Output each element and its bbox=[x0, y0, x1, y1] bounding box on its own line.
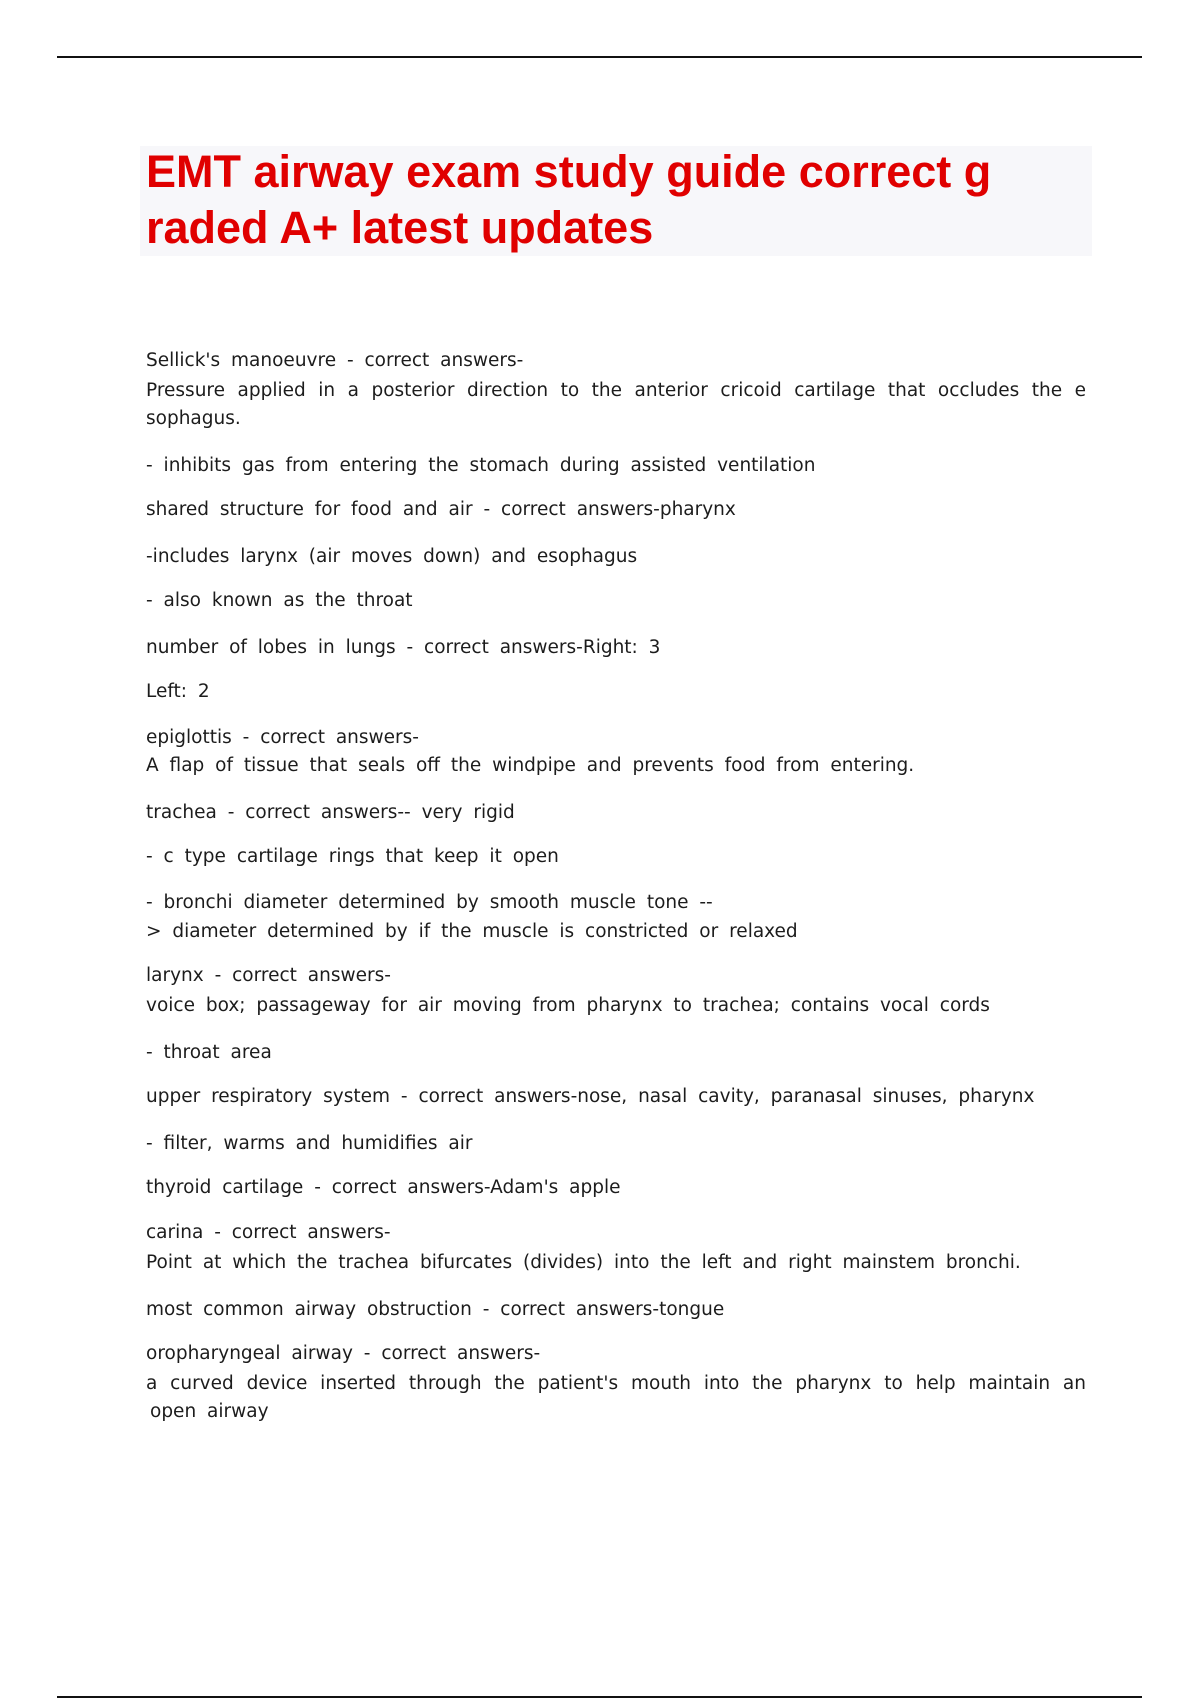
note-line: - also known as the throat bbox=[146, 590, 413, 611]
note-line: - c type cartilage rings that keep it open bbox=[146, 846, 559, 867]
definition-line: Point at which the trachea bifurcates (divides) into the left and right mainstem bronchi. bbox=[146, 1252, 1021, 1273]
definition-line: voice box; passageway for air moving from pharynx to trachea; contains vocal cords bbox=[146, 995, 990, 1016]
term-line: oropharyngeal airway - correct answers- bbox=[146, 1343, 541, 1364]
term-line: thyroid cartilage - correct answers-Adam's apple bbox=[146, 1177, 621, 1198]
term-line: Sellick's manoeuvre - correct answers- bbox=[146, 350, 524, 371]
definition-line: sophagus. bbox=[146, 408, 241, 429]
definition-line: open airway bbox=[150, 1401, 269, 1422]
term-line: most common airway obstruction - correct answers-tongue bbox=[146, 1299, 725, 1320]
term-line: upper respiratory system - correct answers-nose, nasal cavity, paranasal sinuses, pharynx bbox=[146, 1086, 1035, 1107]
note-line: - bronchi diameter determined by smooth muscle tone -- bbox=[146, 892, 713, 913]
note-line: -includes larynx (air moves down) and esophagus bbox=[146, 546, 638, 567]
term-line: shared structure for food and air - correct answers-pharynx bbox=[146, 499, 736, 520]
definition-line: a curved device inserted through the patient's mouth into the pharynx to help maintain an bbox=[146, 1373, 1086, 1394]
note-line: - inhibits gas from entering the stomach during assisted ventilation bbox=[146, 455, 816, 476]
definition-line: A flap of tissue that seals off the windpipe and prevents food from entering. bbox=[146, 755, 915, 776]
term-line: larynx - correct answers- bbox=[146, 965, 391, 986]
document-title: EMT airway exam study guide correct g raded A+ latest updates bbox=[146, 146, 992, 253]
term-line: trachea - correct answers-- very rigid bbox=[146, 802, 515, 823]
definition-line: Pressure applied in a posterior direction to the anterior cricoid cartilage that occludes the e bbox=[146, 380, 1086, 401]
term-line: carina - correct answers- bbox=[146, 1222, 391, 1243]
note-line: Left: 2 bbox=[146, 681, 210, 702]
bottom-rule bbox=[57, 1696, 1142, 1698]
note-line: - filter, warms and humidifies air bbox=[146, 1133, 473, 1154]
note-line: > diameter determined by if the muscle is constricted or relaxed bbox=[146, 921, 798, 942]
note-line: - throat area bbox=[146, 1042, 272, 1063]
term-line: epiglottis - correct answers- bbox=[146, 727, 419, 748]
term-line: number of lobes in lungs - correct answers-Right: 3 bbox=[146, 637, 661, 658]
